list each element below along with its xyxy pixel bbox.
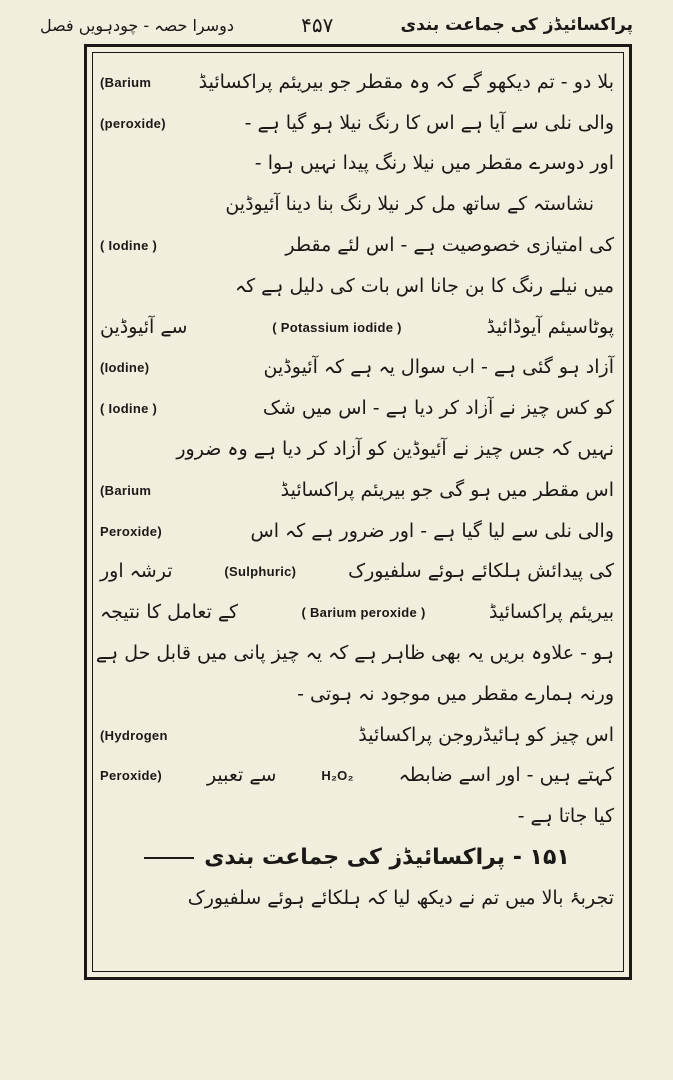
header-section: دوسرا حصہ - چودہویں فصل (40, 15, 234, 35)
urdu-text: اس مقطر میں ہو گی جو بیریئم پراکسائیڈ (280, 478, 614, 501)
section-heading (100, 837, 614, 878)
urdu-text: آزاد ہو گئی ہے - اب سوال یہ ہے کہ آئیوڈین (263, 356, 614, 379)
urdu-text: کو کس چیز نے آزاد کر دیا ہے - اس میں شک (262, 397, 614, 420)
text-line-6 (100, 266, 614, 307)
text-line-17 (100, 715, 614, 756)
urdu-text: سے آئیوڈین (100, 315, 188, 338)
english-term: Peroxide) (100, 768, 162, 784)
text-body (95, 62, 614, 962)
text-line-10 (100, 429, 614, 470)
urdu-text: کی امتیازی خصوصیت ہے - اس لئے مقطر (285, 234, 614, 257)
urdu-text: ورنہ ہمارے مقطر میں موجود نہ ہوتی - (297, 682, 614, 705)
urdu-text: نہیں کہ جس چیز نے آئیوڈین کو آزاد کر دیا ہے وہ ضرور (176, 438, 614, 461)
urdu-text: کیا جاتا ہے - (517, 805, 614, 828)
text-line-19 (100, 796, 614, 837)
english-term: (Iodine) (100, 360, 150, 376)
urdu-text: کہتے ہیں - اور اسے ضابطہ (398, 764, 614, 787)
urdu-text: ترشہ اور (100, 560, 173, 583)
text-line-18 (100, 756, 614, 797)
urdu-text: نشاستہ کے ساتھ مل کر نیلا رنگ بنا دینا آئیوڈین (225, 193, 594, 216)
text-line-8 (100, 348, 614, 389)
urdu-text: میں نیلے رنگ کا بن جانا اس بات کی دلیل ہے کہ (234, 274, 614, 297)
english-term: (Barium (100, 482, 152, 498)
english-term: (Barium (100, 74, 152, 90)
text-line-5 (100, 225, 614, 266)
urdu-text: بیریئم پراکسائیڈ (488, 601, 614, 624)
section-heading-text: ۱۵۱ - پراکسائیڈز کی جماعت بندی (204, 844, 570, 870)
heading-dash (144, 857, 194, 859)
urdu-text: اور دوسرے مقطر میں نیلا رنگ پیدا نہیں ہوا - (254, 152, 614, 175)
text-line-13 (100, 552, 614, 593)
text-line-4 (100, 184, 614, 225)
urdu-text: تجربۂ بالا میں تم نے دیکھ لیا کہ ہلکائے ہوئے سلفیورک (187, 886, 614, 909)
text-line-15 (95, 633, 614, 674)
english-term: ( Iodine ) (100, 401, 158, 417)
urdu-text: بلا دو - تم دیکھو گے کہ وہ مقطر جو بیریئم پراکسائیڈ (198, 70, 614, 93)
urdu-text: والی نلی سے آیا ہے اس کا رنگ نیلا ہو گیا ہے - (244, 111, 614, 134)
text-line-11 (100, 470, 614, 511)
urdu-text: اس چیز کو ہائیڈروجن پراکسائیڈ (358, 723, 614, 746)
text-line-14 (100, 592, 614, 633)
english-term: ( Potassium iodide ) (272, 319, 402, 335)
english-term: Peroxide) (100, 523, 162, 539)
running-header (40, 8, 633, 42)
urdu-text: والی نلی سے لیا گیا ہے - اور ضرور ہے کہ اس (250, 519, 614, 542)
page-number: ۴۵۷ (301, 13, 334, 37)
text-line-last (100, 878, 614, 919)
urdu-text: سے تعبیر (206, 764, 277, 787)
text-line-12 (100, 511, 614, 552)
text-line-16 (100, 674, 614, 715)
english-term: ( Iodine ) (100, 238, 158, 254)
urdu-text: ہو - علاوہ بریں یہ بھی ظاہر ہے کہ یہ چیز پانی میں قابل حل ہے (95, 642, 614, 665)
text-line-7 (100, 307, 614, 348)
english-term: (peroxide) (100, 115, 166, 131)
urdu-text: پوٹاسیئم آیوڈائیڈ (486, 315, 614, 338)
text-line-3 (100, 144, 614, 185)
text-line-2 (100, 103, 614, 144)
text-line-9 (100, 388, 614, 429)
english-term: ( Barium peroxide ) (301, 605, 426, 621)
english-term: (Hydrogen (100, 727, 168, 743)
urdu-text: کے تعامل کا نتیجہ (100, 601, 239, 624)
text-line-1 (100, 62, 614, 103)
urdu-text: کی پیدائش ہلکائے ہوئے سلفیورک (348, 560, 614, 583)
header-chapter-title: پراکسائیڈز کی جماعت بندی (400, 15, 633, 35)
english-term: (Sulphuric) (224, 564, 297, 580)
chemical-formula: H₂O₂ (321, 768, 354, 784)
